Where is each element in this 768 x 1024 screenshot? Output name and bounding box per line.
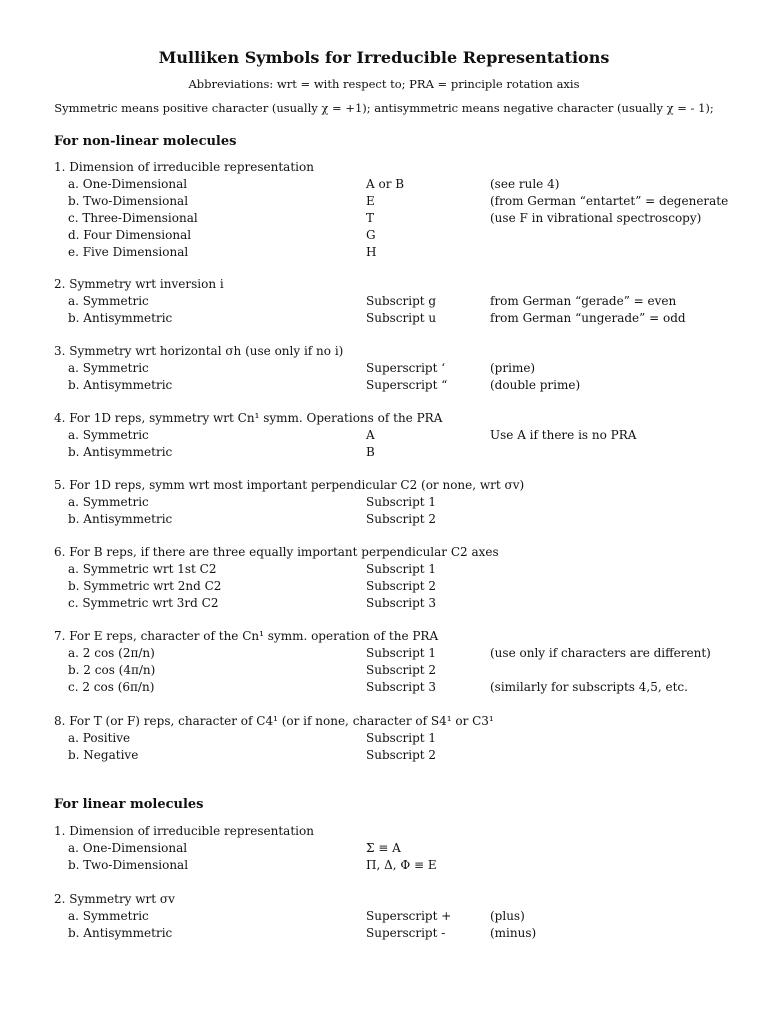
row-symbol: Subscript 2 [366,663,437,677]
row-label: a. One-Dimensional [68,177,188,191]
rule-heading: 2. Symmetry wrt inversion i [54,277,224,291]
row-label: c. Three-Dimensional [68,211,198,225]
rule-heading: 8. For T (or F) reps, character of C4¹ (or if none, character of S4¹ or C3¹ [54,714,494,728]
row-symbol: Subscript g [366,294,437,308]
rule-block [54,343,734,394]
rule-heading: 7. For E reps, character of the Cn¹ symm. operation of the PRA [54,629,439,643]
rule-row [54,645,734,662]
rule-block [54,276,734,327]
row-symbol: Superscript “ [366,378,448,392]
rule-block [54,477,734,528]
section-heading-nonlinear: For non-linear molecules [54,134,237,149]
row-symbol: E [366,194,375,208]
section-heading-linear: For linear molecules [54,797,204,812]
rule-row [54,227,734,244]
rule-block [54,628,734,696]
row-symbol: Subscript 2 [366,512,437,526]
row-note: (minus) [490,926,537,940]
row-symbol: Superscript - [366,926,446,940]
row-note: from German “ungerade” = odd [490,311,686,325]
rule-row [54,925,734,942]
row-label: b. Antisymmetric [68,311,173,325]
row-symbol: Π, Δ, Φ ≡ E [366,858,437,872]
row-label: b. 2 cos (4π/n) [68,663,156,677]
row-symbol: A [366,428,375,442]
row-symbol: H [366,245,377,259]
row-label: a. Symmetric [68,428,149,442]
row-label: b. Antisymmetric [68,926,173,940]
row-symbol: Superscript + [366,909,452,923]
symmetric-note: Symmetric means positive character (usually χ = +1); antisymmetric means negative character (usually χ = - 1); [54,101,714,115]
row-label: d. Four Dimensional [68,228,192,242]
page-title: Mulliken Symbols for Irreducible Representations [158,48,610,67]
rule-row [54,210,734,227]
row-note: (see rule 4) [490,177,560,191]
rule-heading: 3. Symmetry wrt horizontal σh (use only if no i) [54,344,344,358]
rule-block [54,410,734,461]
row-label: c. Symmetric wrt 3rd C2 [68,596,219,610]
rule-row [54,360,734,377]
rule-heading: 6. For B reps, if there are three equally important perpendicular C2 axes [54,545,499,559]
row-label: b. Antisymmetric [68,378,173,392]
row-label: a. Positive [68,731,131,745]
row-label: a. Symmetric wrt 1st C2 [68,562,217,576]
row-symbol: Σ ≡ A [366,841,401,855]
row-symbol: Subscript 1 [366,495,437,509]
row-symbol: Superscript ‘ [366,361,446,375]
rule-heading: 2. Symmetry wrt σv [54,892,175,906]
row-label: a. Symmetric [68,361,149,375]
row-label: a. 2 cos (2π/n) [68,646,155,660]
abbreviations-line: Abbreviations: wrt = with respect to; PRA = principle rotation axis [188,77,580,91]
rule-row [54,730,734,747]
rule-block [54,891,734,942]
rule-heading: 4. For 1D reps, symmetry wrt Cn¹ symm. Operations of the PRA [54,411,443,425]
rule-row [54,310,734,327]
row-note: Use A if there is no PRA [490,428,637,442]
row-note: (use F in vibrational spectroscopy) [490,211,702,225]
row-label: a. Symmetric [68,909,149,923]
rule-row [54,662,734,679]
row-label: b. Negative [68,748,139,762]
row-symbol: B [366,445,375,459]
rule-row [54,293,734,310]
row-note: (double prime) [490,378,581,392]
row-note: (plus) [490,909,525,923]
row-symbol: Subscript 1 [366,562,437,576]
rule-block [54,713,734,764]
rule-row [54,494,734,511]
rule-block [54,544,734,612]
rule-row [54,578,734,595]
row-symbol: Subscript u [366,311,437,325]
row-symbol: Subscript 3 [366,596,437,610]
row-label: c. 2 cos (6π/n) [68,680,155,694]
rule-block [54,823,734,874]
row-label: a. Symmetric [68,495,149,509]
row-note: (prime) [490,361,536,375]
rule-row [54,176,734,193]
row-label: b. Two-Dimensional [68,858,189,872]
row-label: b. Antisymmetric [68,445,173,459]
rule-row [54,840,734,857]
row-symbol: A or B [366,177,405,191]
row-note: from German “gerade” = even [490,294,677,308]
rule-row [54,908,734,925]
rule-row [54,561,734,578]
rule-row [54,427,734,444]
rule-row [54,857,734,874]
rule-row [54,511,734,528]
row-note: (similarly for subscripts 4,5, etc. [490,680,688,694]
row-symbol: Subscript 1 [366,646,437,660]
row-symbol: Subscript 3 [366,680,437,694]
rule-heading: 1. Dimension of irreducible representation [54,160,314,174]
rule-heading: 5. For 1D reps, symm wrt most important perpendicular C2 (or none, wrt σv) [54,478,525,492]
rule-row [54,747,734,764]
row-label: a. One-Dimensional [68,841,188,855]
rule-row [54,377,734,394]
row-label: b. Antisymmetric [68,512,173,526]
rule-row [54,444,734,461]
row-note: (from German “entartet” = degenerate [490,194,729,208]
rule-row [54,244,734,261]
row-label: a. Symmetric [68,294,149,308]
row-note: (use only if characters are different) [490,646,711,660]
row-label: b. Symmetric wrt 2nd C2 [68,579,222,593]
row-label: b. Two-Dimensional [68,194,189,208]
row-symbol: Subscript 2 [366,579,437,593]
rule-heading: 1. Dimension of irreducible representation [54,824,314,838]
rule-row [54,193,734,210]
row-symbol: Subscript 2 [366,748,437,762]
row-label: e. Five Dimensional [68,245,189,259]
rule-row [54,679,734,696]
rule-row [54,595,734,612]
row-symbol: G [366,228,376,242]
row-symbol: T [366,211,375,225]
row-symbol: Subscript 1 [366,731,437,745]
rule-block [54,159,734,261]
